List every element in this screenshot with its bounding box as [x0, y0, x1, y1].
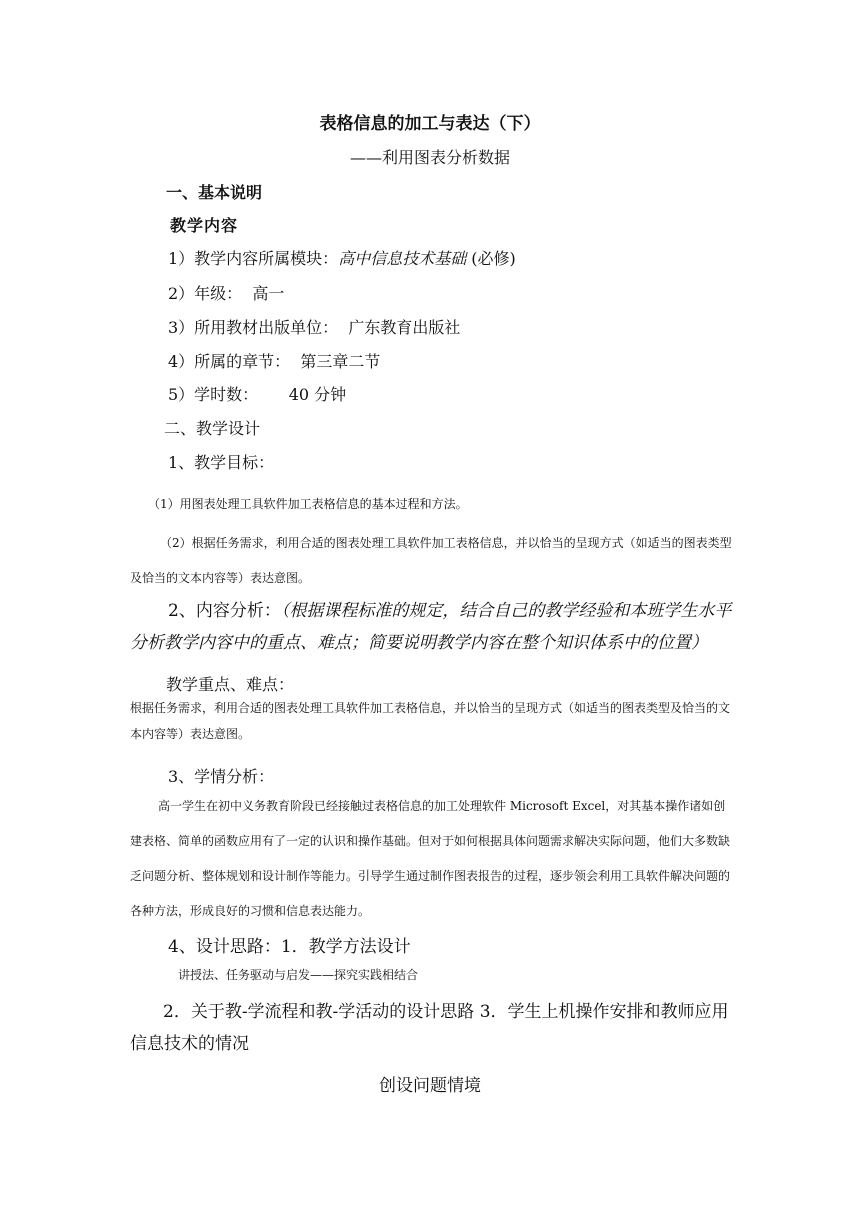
info-item-hours: [168, 382, 346, 405]
subheading-teaching-content: 教学内容: [170, 216, 239, 235]
section-heading-basic: 一、基本说明: [166, 183, 263, 202]
info-item-publisher: [168, 315, 460, 338]
design-idea-label: 4、设计思路：1．教学方法设计: [168, 937, 411, 957]
key-points-text: 根据任务需求，利用合适的图表处理工具软件加工表格信息，并以恰当的呈现方式（如适当的图表类型及恰当的文本内容等）表达意图。: [130, 701, 731, 741]
content-analysis-label: 2、内容分析：: [168, 601, 281, 621]
info-item-label: 5）学时数：: [168, 385, 259, 404]
info-item-label: 4）所属的章节：: [168, 352, 291, 371]
design-method: 讲授法、任务驱动与启发——探究实践相结合: [178, 968, 419, 982]
learner-analysis-label: 3、学情分析：: [168, 767, 275, 786]
info-item-value: 高中信息技术基础: [338, 249, 467, 268]
info-item-chapter: [168, 349, 380, 372]
content-analysis: [130, 595, 732, 659]
learner-analysis-text: 高一学生在初中义务教育阶段已经接触过表格信息的加工处理软件 Microsoft Excel，对其基本操作诸如创建表格、简单的函数应用有了一定的认识和操作基础。但对于如何根据具体问题需求解决实际问题，他们大多数缺乏问题分析、整体规划和设计制作等能力。引导学生通过制作图表报告的过程，逐步领会利用工具软件解决问题的各种方法，形成良好的习惯和信息表达能力。: [130, 799, 731, 918]
info-item-label: 1）教学内容所属模块：: [168, 249, 339, 268]
document-title: 表格信息的加工与表达（下）: [319, 114, 541, 134]
key-points-label: 教学重点、难点：: [166, 675, 295, 694]
info-item-module: [168, 246, 516, 269]
info-item-label: 3）所用教材出版单位：: [168, 318, 339, 337]
goal-1: （1）用图表处理工具软件加工表格信息的基本过程和方法。: [148, 497, 468, 511]
document-subtitle: ——利用图表分析数据: [349, 148, 510, 167]
design-more: 2．关于教-学流程和教-学活动的设计思路 3．学生上机操作安排和教师应用信息技术的情况: [130, 1002, 729, 1054]
content-analysis-note: （根据课程标准的规定，结合自己的教学经验和本班学生水平分析教学内容中的重点、难点；简要说明教学内容在整个知识体系中的位置）: [130, 601, 732, 653]
goals-heading: 1、教学目标：: [168, 453, 275, 472]
info-item-value: 第三章二节: [300, 352, 381, 371]
info-item-value: 广东教育出版社: [348, 318, 461, 337]
info-item-grade: [168, 281, 284, 304]
info-item-suffix: (必修): [466, 249, 516, 268]
goal-2: （2）根据任务需求，利用合适的图表处理工具软件加工表格信息，并以恰当的呈现方式（如适当的图表类型及恰当的文本内容等）表达意图。: [130, 536, 732, 585]
scene-heading: 创设问题情境: [379, 1076, 481, 1096]
info-item-value: 高一: [252, 284, 285, 303]
info-item-value: 40 分钟: [288, 385, 347, 404]
info-item-label: 2）年级：: [168, 284, 243, 303]
section-heading-design: 二、教学设计: [164, 419, 261, 438]
